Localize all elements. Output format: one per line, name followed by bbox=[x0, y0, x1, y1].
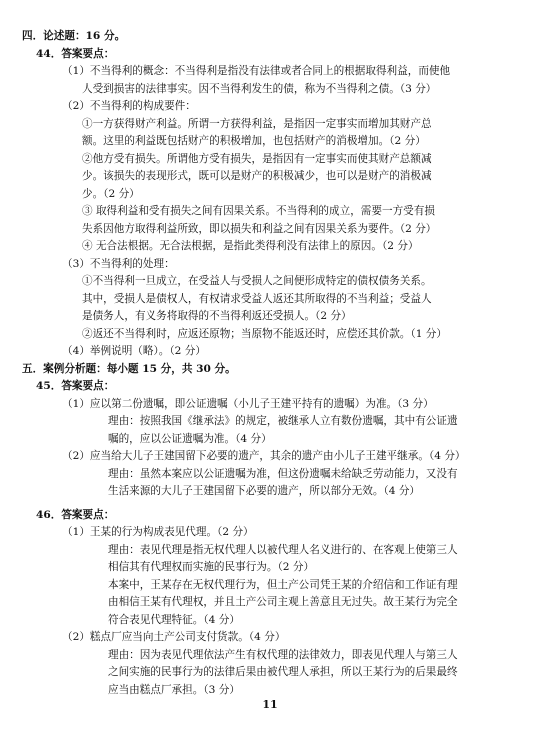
question-44-label: 44．答案要点： bbox=[36, 47, 115, 60]
section-4-heading: 四．论述题：16 分。 bbox=[22, 30, 126, 42]
section-5-heading: 五．案例分析题：每小题 15 分，共 30 分。 bbox=[22, 362, 236, 375]
q45-line-3: 嘱的，应以公证遗嘱为准。（4 分） bbox=[108, 432, 272, 445]
q44-point-1-line-2: 人受到损害的法律事实。因不当得利发生的债，称为不当得利之债。（3 分） bbox=[82, 82, 437, 95]
q44-point-2-line-2: 额。这里的利益既包括财产的积极增加，也包括财产的消极增加。（2 分） bbox=[82, 135, 426, 147]
q44-point-2-line-5: 少。（2 分） bbox=[82, 187, 140, 200]
q44-point-2-line-4: 少。该损失的表现形式，既可以是财产的积极减少，也可以是财产的消极减 bbox=[82, 170, 432, 182]
q46-line-9: 之间实施的民事行为的法律后果由被代理人承担，所以王某行为的后果最终 bbox=[108, 666, 458, 678]
q46-line-5: 由相信王某有代理权，并且土产公司主观上善意且无过失。故王某行为完全 bbox=[108, 596, 458, 608]
q45-line-5: 理由：虽然本案应以公证遗嘱为准，但这份遗嘱未给缺乏劳动能力，又没有 bbox=[108, 467, 458, 480]
question-45-label: 45．答案要点： bbox=[36, 380, 115, 392]
q44-point-2-line-6: ③ 取得利益和受有损失之间有因果关系。不当得利的成立，需要一方受有损 bbox=[82, 205, 435, 217]
document-page bbox=[0, 28, 540, 699]
q44-point-3-label: （3）不当得利的处理： bbox=[62, 257, 175, 270]
q46-line-10: 应当由糕点厂承担。（3 分） bbox=[108, 683, 240, 696]
q45-line-1: （1）应以第二份遗嘱，即公证遗嘱（小儿子王建平持有的遗嘱）为准。（3 分） bbox=[62, 397, 434, 410]
q44-point-3-line-2: 其中，受损人是债权人，有权请求受益人返还其所取得的不当利益；受益人 bbox=[82, 292, 432, 305]
q46-line-7: （2）糕点厂应当向土产公司支付货款。（4 分） bbox=[62, 631, 286, 643]
q44-point-4: （4）举例说明（略）。（2 分） bbox=[62, 345, 206, 357]
q45-line-6: 生活来源的大儿子王建国留下必要的遗产，所以部分无效。（4 分） bbox=[108, 485, 421, 497]
q44-point-1-line-1: （1）不当得利的概念：不当得利是指没有法律或者合同上的根据取得利益，而使他 bbox=[62, 65, 451, 77]
q44-point-3-line-3: 是债务人，有义务将取得的不当得利返还受损人。（2 分） bbox=[82, 310, 352, 322]
q44-point-3-line-1: ①不当得利一旦成立，在受益人与受损人之间便形成特定的债权债务关系。 bbox=[82, 275, 432, 287]
q46-line-6: 符合表见代理特征。（4 分） bbox=[108, 613, 240, 626]
q46-line-2: 理由：表见代理是指无权代理人以被代理人名义进行的、在客观上使第三人 bbox=[108, 543, 458, 556]
q44-point-3-line-4: ②返还不当得利时，应返还原物；当原物不能返还时，应偿还其价款。（1 分） bbox=[82, 327, 447, 340]
question-46-label: 46．答案要点： bbox=[36, 508, 115, 521]
q45-line-2: 理由：按照我国《继承法》的规定，被继承人立有数份遗嘱，其中有公证遗 bbox=[108, 415, 458, 427]
q44-point-2-label: （2）不当得利的构成要件： bbox=[62, 100, 196, 112]
q44-point-2-line-8: ④ 无合法根据。无合法根据，是指此类得利没有法律上的原因。（2 分） bbox=[82, 240, 419, 252]
q46-line-3: 相信其有代理权而实施的民事行为。（2 分） bbox=[108, 561, 315, 573]
q44-point-2-line-1: ①一方获得财产利益。所谓一方获得利益，是指因一定事实而增加其财产总 bbox=[82, 117, 432, 130]
q46-line-8: 理由：因为表见代理依法产生有权代理的法律效力，即表见代理人与第三人 bbox=[108, 648, 458, 661]
q46-line-1: （1）王某的行为构成表见代理。（2 分） bbox=[62, 526, 254, 538]
q44-point-2-line-7: 失系因他方取得利益所致，即以损失和利益之间有因果关系为要件。（2 分） bbox=[82, 222, 437, 235]
q45-line-4: （2）应当给大儿子王建国留下必要的遗产，其余的遗产由小儿子王建平继承。（4 分） bbox=[62, 450, 466, 462]
q46-line-4: 本案中，王某存在无权代理行为，但土产公司凭王某的介绍信和工作证有理 bbox=[108, 578, 458, 591]
page-number: 11 bbox=[262, 698, 278, 711]
q44-point-2-line-3: ②他方受有损失。所谓他方受有损失，是指因有一定事实而使其财产总额减 bbox=[82, 152, 432, 165]
